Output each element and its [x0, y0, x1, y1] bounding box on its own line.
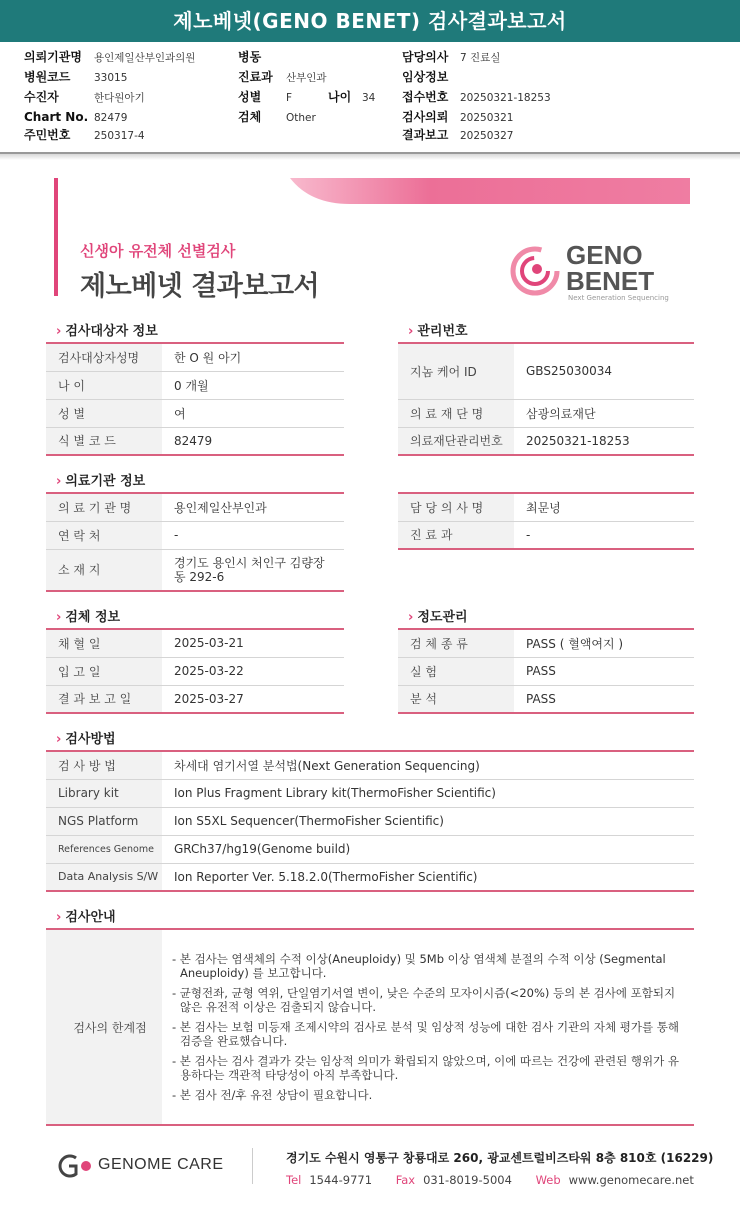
table-row: 결 과 보 고 일 2025-03-27	[46, 685, 344, 713]
footer-address: 경기도 수원시 영통구 창룡대로 260, 광교센트럴비즈타워 8층 810호 (16229)	[286, 1151, 714, 1165]
table-row: 입 고 일 2025-03-22	[46, 657, 344, 685]
info-report-date: 결과보고 20250327	[402, 128, 514, 142]
chevron-right-icon: ›	[408, 610, 414, 625]
table-row: 검사대상자성명 한 O 원 아기	[46, 343, 344, 371]
info-age: 나이 34	[328, 90, 376, 104]
table-row: 담 당 의 사 명 최문녕	[398, 493, 694, 521]
report-title: 제노베넷 결과보고서	[80, 271, 320, 302]
section-heading-institution: › 의료기관 정보	[56, 474, 146, 489]
table-row: 검 체 종 류 PASS ( 혈액여지 )	[398, 629, 694, 657]
sheet-shadow	[0, 154, 740, 160]
table-row: 의 료 재 단 명 삼광의료재단	[398, 399, 694, 427]
section-heading-management: › 관리번호	[408, 324, 468, 339]
list-item: - 균형전좌, 균형 역위, 단일염기서열 변이, 낮은 수준의 모자이시즘(<20%) 등의 본 검사에 포함되지 않은 유전적 이상은 검출되지 않습니다.	[172, 986, 676, 1014]
table-row: 지놈 케어 ID GBS25030034	[398, 343, 694, 399]
table-row: 소 재 지 경기도 용인시 처인구 김량장동 292-6	[46, 549, 344, 591]
section-heading-method: › 검사방법	[56, 732, 116, 747]
limitations-table	[46, 928, 694, 1126]
chevron-right-icon: ›	[56, 732, 62, 747]
chevron-right-icon: ›	[56, 910, 62, 925]
info-receipt-no: 접수번호 20250321-18253	[402, 90, 551, 104]
table-row: 실 험 PASS	[398, 657, 694, 685]
table-row: 채 혈 일 2025-03-21	[46, 629, 344, 657]
chevron-right-icon: ›	[56, 324, 62, 339]
table-row: 의 료 기 관 명 용인제일산부인과	[46, 493, 344, 521]
table-row: 진 료 과 -	[398, 521, 694, 549]
chevron-right-icon: ›	[408, 324, 414, 339]
section-heading-subject: › 검사대상자 정보	[56, 324, 158, 339]
table-row: NGS Platform Ion S5XL Sequencer(ThermoFisher Scientific)	[46, 807, 694, 835]
table-row: 검 사 방 법 차세대 염기서열 분석법(Next Generation Sequencing)	[46, 751, 694, 779]
table-row: 식 별 코 드 82479	[46, 427, 344, 455]
table-row: 연 락 처 -	[46, 521, 344, 549]
specimen-table	[46, 628, 344, 714]
list-item: - 본 검사는 검사 결과가 갖는 임상적 의미가 확립되지 않았으며, 이에 따르는 건강에 관련된 행위가 유용하다는 객관적 타당성이 아직 부족합니다.	[172, 1054, 679, 1082]
report-subtitle: 신생아 유전체 선별검사	[80, 242, 236, 260]
info-hospital-code: 병원코드 33015	[24, 70, 128, 84]
info-patient: 수진자 한다원아기	[24, 90, 145, 104]
info-requesting-institution: 의뢰기관명 용인제일산부인과의원	[24, 50, 196, 64]
list-item: - 본 검사 전/후 유전 상담이 필요합니다.	[172, 1088, 373, 1102]
footer-divider	[252, 1148, 253, 1184]
report-banner-title: 제노베넷(GENO BENET) 검사결과보고서	[0, 0, 740, 42]
table-row: 분 석 PASS	[398, 685, 694, 713]
chevron-right-icon: ›	[56, 610, 62, 625]
list-item: - 본 검사는 보험 미등재 조제시약의 검사로 분석 및 임상적 성능에 대한 검사 기관의 자체 평가를 통해 검증을 완료했습니다.	[172, 1020, 679, 1048]
geno-benet-logo	[508, 240, 668, 304]
institution-doctor-table	[398, 492, 694, 550]
footer-contact: Tel 1544-9771 Fax 031-8019-5004 Web www.genomecare.net	[286, 1173, 694, 1187]
accent-stripe	[290, 178, 690, 204]
info-resident-no: 주민번호 250317-4	[24, 128, 145, 142]
logo-tagline: Next Generation Sequencing	[568, 294, 669, 302]
management-table	[398, 342, 694, 456]
genome-care-logo	[54, 1150, 234, 1180]
footer-fax: 031-8019-5004	[423, 1173, 512, 1187]
subject-table	[46, 342, 344, 456]
section-heading-qc: › 정도관리	[408, 610, 468, 625]
info-specimen: 검체 Other	[238, 110, 316, 124]
table-row: References Genome GRCh37/hg19(Genome build)	[46, 835, 694, 863]
info-clinical: 임상정보	[402, 70, 449, 84]
table-row: Library kit Ion Plus Fragment Library kit(ThermoFisher Scientific)	[46, 779, 694, 807]
accent-bar	[54, 178, 58, 296]
table-row: 의료재단관리번호 20250321-18253	[398, 427, 694, 455]
info-sex: 성별 F	[238, 90, 293, 104]
info-chart-no: Chart No. 82479	[24, 110, 128, 124]
section-heading-guide: › 검사안내	[56, 910, 116, 925]
footer-tel: 1544-9771	[309, 1173, 373, 1187]
table-row: 검사의 한계점 - 본 검사는 염색체의 수적 이상(Aneuploidy) 및 5Mb 이상 염색체 분절의 수적 이상 (Segmental Aneuploidy) 를 보고합니다. - 균형전좌, 균형 역위, 단일염기서열 변이, 낮은 수준의 모자이시즘(<20%) 등의 본 검사에 포함되지 않은 유전적 이상은 검출되지 않습니다. - 본 검사는 보험 미등재 조제시약의 검사로 분석 및 임상적 성능에 대한 검사 기관의 자체 평가를 통해 검증을 완료했습니다. - 본 검사는 검사 결과가 갖는 임상적 의미가 확립되지 않았으며, 이에 따르는 건강에 관련된 행위가 유용하다는 객관적 타당성이 아직 부족합니다. - 본 검사 전/후 유전 상담이 필요합니다.	[46, 929, 694, 1125]
table-row: 성 별 여	[46, 399, 344, 427]
logo-wordmark: GENO BENET	[566, 240, 655, 296]
table-row: 나 이 0 개월	[46, 371, 344, 399]
request-info-panel	[0, 42, 740, 154]
genome-care-wordmark: GENOME CARE	[98, 1156, 224, 1173]
table-row: Data Analysis S/W Ion Reporter Ver. 5.18.2.0(ThermoFisher Scientific)	[46, 863, 694, 891]
section-heading-specimen: › 검체 정보	[56, 610, 121, 625]
limitations-list	[162, 929, 694, 1125]
info-request-date: 검사의뢰 20250321	[402, 110, 514, 124]
footer-web-link[interactable]: www.genomecare.net	[568, 1173, 694, 1187]
method-table	[46, 750, 694, 892]
info-department: 진료과 산부인과	[238, 70, 327, 84]
info-doctor: 담당의사 7 진료실	[402, 50, 501, 64]
list-item: - 본 검사는 염색체의 수적 이상(Aneuploidy) 및 5Mb 이상 염색체 분절의 수적 이상 (Segmental Aneuploidy) 를 보고합니다.	[172, 952, 666, 980]
institution-table	[46, 492, 344, 592]
genome-care-logo-icon	[54, 1152, 98, 1180]
chevron-right-icon: ›	[56, 474, 62, 489]
qc-table	[398, 628, 694, 714]
info-ward: 병동	[238, 50, 262, 64]
geno-benet-logo-icon	[508, 244, 562, 298]
